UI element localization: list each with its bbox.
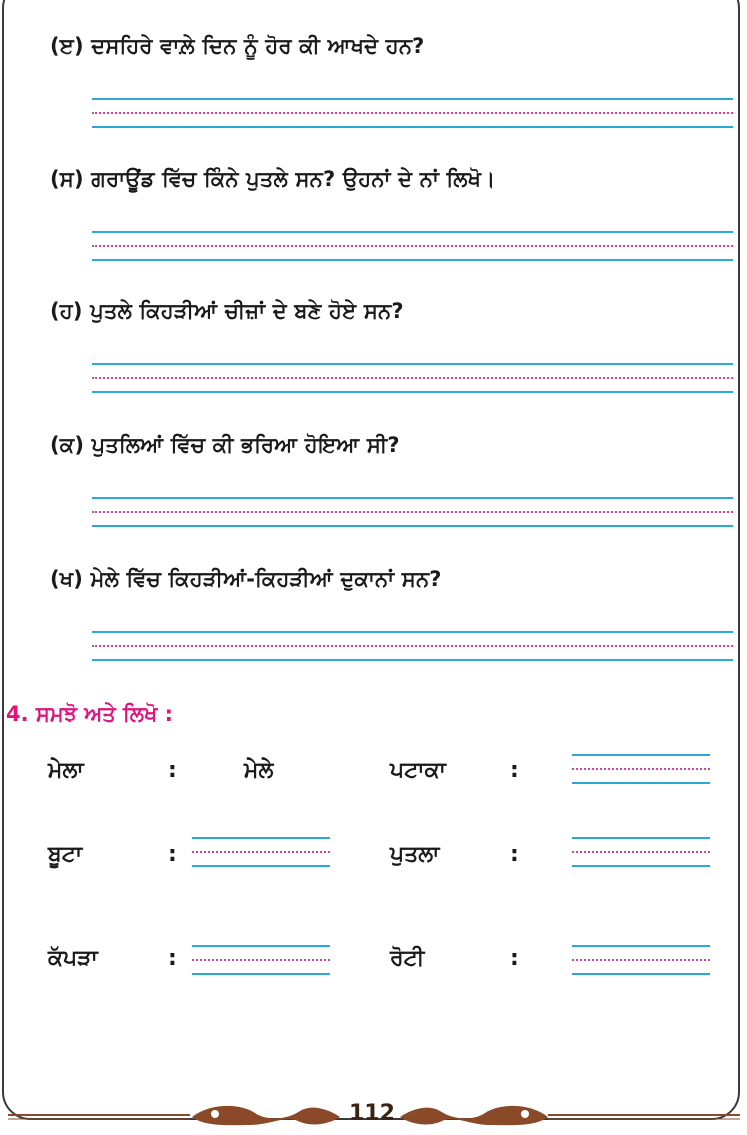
- section-4-heading: 4. ਸਮਝੋ ਅਤੇ ਲਿਖੋ :: [6, 702, 174, 726]
- colon: :: [168, 758, 177, 783]
- question-s: (ਸ) ਗਰਾਊਂਡ ਵਿੱਚ ਕਿੰਨੇ ਪੁਤਲੇ ਸਨ? ਉਹਨਾਂ ਦੇ ਨਾਂ ਲਿਖੋ।: [50, 167, 496, 191]
- page-number: 112: [349, 1101, 395, 1126]
- colon: :: [510, 946, 519, 971]
- word-pataka: ਪਟਾਕਾ: [390, 758, 446, 783]
- word-kappra: ਕੱਪੜਾ: [48, 946, 98, 971]
- answer-blank-pataka[interactable]: [572, 754, 710, 784]
- colon: :: [168, 946, 177, 971]
- word-mela: ਮੇਲਾ: [48, 758, 84, 783]
- question-kh: (ਖ) ਮੇਲੇ ਵਿੱਚ ਕਿਹੜੀਆਂ-ਕਿਹੜੀਆਂ ਦੁਕਾਨਾਂ ਸਨ?: [50, 567, 442, 591]
- answer-blank-putla[interactable]: [572, 837, 710, 867]
- question-k: (ਕ) ਪੁਤਲਿਆਂ ਵਿੱਚ ਕੀ ਭਰਿਆ ਹੋਇਆ ਸੀ?: [50, 433, 400, 457]
- word-putla: ਪੁਤਲਾ: [390, 842, 440, 867]
- answer-blank-boota[interactable]: [192, 837, 330, 867]
- answer-lines-k[interactable]: [92, 497, 733, 527]
- answer-lines-h[interactable]: [92, 363, 733, 393]
- colon: :: [510, 758, 519, 783]
- question-e: (ੲ) ਦਸਹਿਰੇ ਵਾਲ਼ੇ ਦਿਨ ਨੂੰ ਹੋਰ ਕੀ ਆਖਦੇ ਹਨ?: [50, 34, 425, 58]
- answer-lines-s[interactable]: [92, 231, 733, 261]
- colon: :: [510, 842, 519, 867]
- word-roti: ਰੋਟੀ: [390, 946, 425, 971]
- answer-lines-e[interactable]: [92, 98, 733, 128]
- question-h: (ਹ) ਪੁਤਲੇ ਕਿਹੜੀਆਂ ਚੀਜ਼ਾਂ ਦੇ ਬਣੇ ਹੋਏ ਸਨ?: [50, 299, 404, 323]
- colon: :: [168, 842, 177, 867]
- answer-blank-kappra[interactable]: [192, 945, 330, 975]
- word-boota: ਬੂਟਾ: [48, 842, 83, 867]
- answer-blank-roti[interactable]: [572, 945, 710, 975]
- answer-lines-kh[interactable]: [92, 631, 733, 661]
- answer-mele: ਮੇਲੇ: [244, 758, 274, 783]
